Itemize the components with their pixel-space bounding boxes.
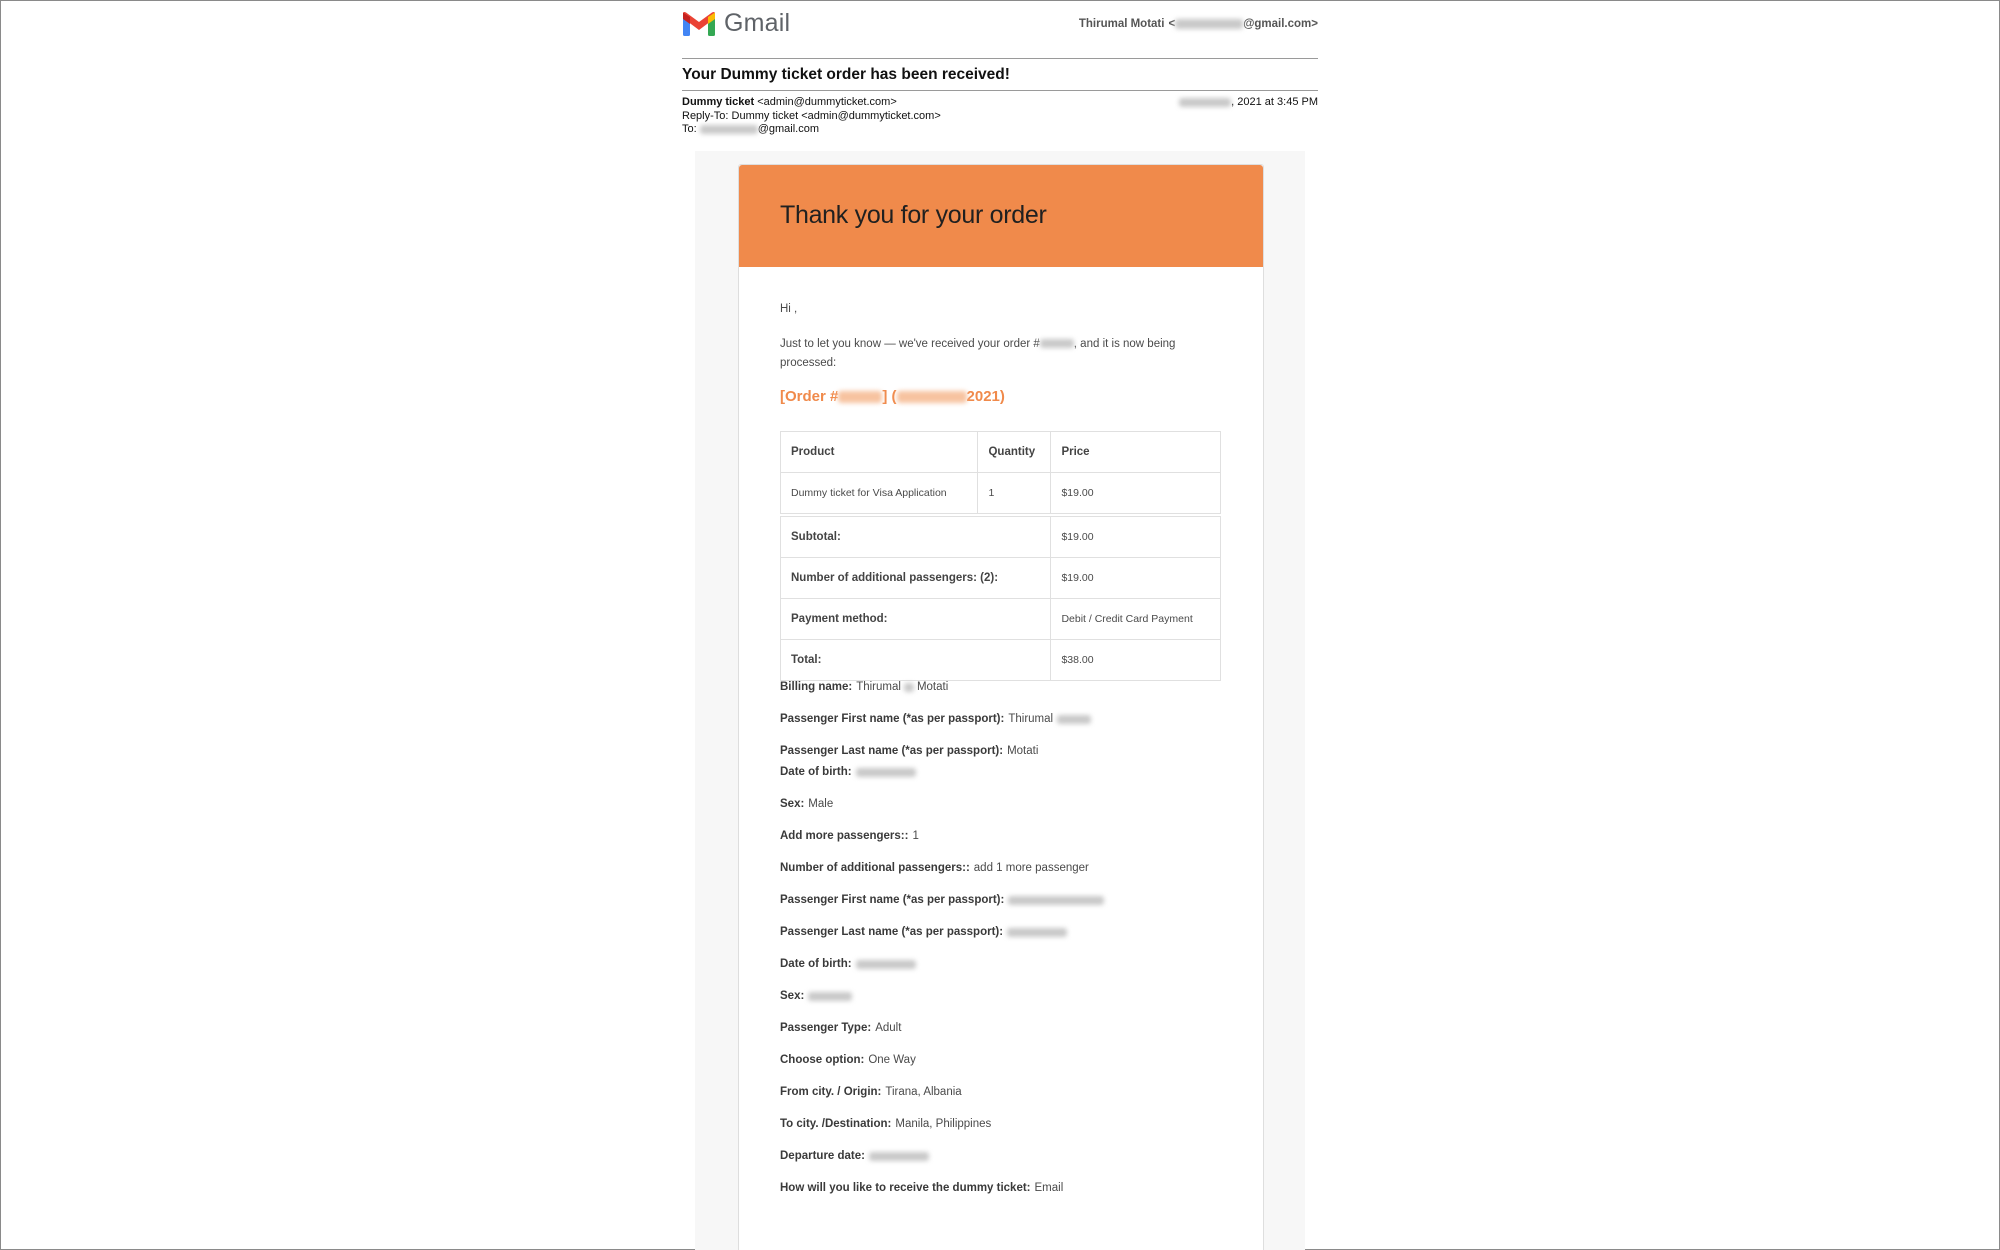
field-label: Date of birth: bbox=[780, 766, 852, 778]
field-passenger-first-name bbox=[780, 713, 1091, 725]
redacted-value bbox=[1057, 715, 1091, 724]
order-table bbox=[780, 431, 1221, 681]
field-label: Passenger Last name (*as per passport): bbox=[780, 926, 1004, 938]
account-open-bracket: < bbox=[1168, 18, 1176, 30]
item-price: $19.00 bbox=[1051, 473, 1221, 516]
field-billing-name bbox=[780, 681, 948, 693]
field-label: Departure date: bbox=[780, 1150, 865, 1162]
reply-to-value: Dummy ticket <admin@dummyticket.com> bbox=[731, 109, 941, 122]
field-value: Thirumal bbox=[1008, 713, 1054, 725]
field-value: Male bbox=[808, 798, 834, 810]
redacted-value bbox=[869, 1152, 929, 1161]
field-value: Manila, Philippines bbox=[895, 1118, 992, 1130]
email-card bbox=[738, 164, 1264, 1250]
reply-to-label: Reply-To: bbox=[682, 109, 729, 122]
intro-text bbox=[780, 335, 1210, 373]
to-suffix: @gmail.com bbox=[757, 123, 819, 135]
redacted-date bbox=[1179, 98, 1231, 107]
redacted-value bbox=[856, 960, 916, 969]
field-value: Thirumal bbox=[856, 681, 901, 693]
banner-title: Thank you for your order bbox=[780, 201, 1047, 229]
item-product: Dummy ticket for Visa Application bbox=[781, 473, 978, 516]
totals-row-subtotal bbox=[781, 515, 1221, 558]
totals-value: $19.00 bbox=[1051, 515, 1221, 558]
field-label: How will you like to receive the dummy ticket: bbox=[780, 1182, 1031, 1194]
totals-value: Debit / Credit Card Payment bbox=[1051, 599, 1221, 640]
field-destination-city bbox=[780, 1118, 991, 1130]
redacted-order-id bbox=[838, 391, 882, 403]
table-row bbox=[781, 473, 1221, 516]
intro-part-1: Just to let you know — we've received your order # bbox=[780, 338, 1040, 350]
redacted-email-local bbox=[1175, 19, 1243, 29]
to-line bbox=[682, 123, 1318, 137]
totals-row-payment-method bbox=[781, 599, 1221, 640]
date-suffix: , 2021 at 3:45 PM bbox=[1231, 96, 1318, 108]
field-value: Motati bbox=[1007, 745, 1039, 757]
col-header-price: Price bbox=[1051, 432, 1221, 473]
field-passenger-2-sex bbox=[780, 990, 852, 1002]
field-passenger-2-first-name bbox=[780, 894, 1104, 906]
account-info bbox=[1079, 18, 1318, 30]
from-address: <admin@dummyticket.com> bbox=[757, 96, 897, 108]
greeting: Hi , bbox=[780, 303, 798, 315]
field-value: add 1 more passenger bbox=[973, 862, 1089, 874]
field-label: Sex: bbox=[780, 798, 805, 810]
field-origin-city bbox=[780, 1086, 962, 1098]
field-label: Passenger Last name (*as per passport): bbox=[780, 745, 1004, 757]
item-quantity: 1 bbox=[978, 473, 1051, 516]
field-passenger-2-last-name bbox=[780, 926, 1067, 938]
totals-row-total bbox=[781, 640, 1221, 681]
from-name: Dummy ticket bbox=[682, 96, 755, 108]
field-passenger-type bbox=[780, 1022, 901, 1034]
redacted-to-local bbox=[700, 125, 758, 134]
account-email-suffix: @gmail.com> bbox=[1243, 18, 1318, 30]
redacted-order-number bbox=[1040, 339, 1074, 348]
totals-label: Payment method: bbox=[781, 599, 1051, 640]
totals-label: Subtotal: bbox=[781, 515, 1051, 558]
totals-label: Total: bbox=[781, 640, 1051, 681]
account-name: Thirumal Motati bbox=[1078, 18, 1165, 30]
totals-value: $19.00 bbox=[1051, 558, 1221, 599]
gmail-logo[interactable] bbox=[682, 9, 790, 38]
printed-email-page bbox=[682, 0, 1318, 1194]
field-label: Passenger First name (*as per passport): bbox=[780, 713, 1005, 725]
field-value-2: Motati bbox=[916, 681, 949, 693]
gmail-header bbox=[682, 0, 1318, 48]
col-header-product: Product bbox=[781, 432, 978, 473]
email-subject: Your Dummy ticket order has been received! bbox=[682, 66, 1010, 83]
order-heading-prefix: [Order # bbox=[780, 388, 839, 405]
email-meta bbox=[682, 91, 1318, 136]
order-heading bbox=[780, 388, 1005, 405]
field-label: From city. / Origin: bbox=[780, 1086, 882, 1098]
order-heading-mid: ] ( bbox=[882, 388, 897, 405]
field-sex bbox=[780, 798, 833, 810]
redacted-order-date bbox=[897, 391, 967, 403]
field-passenger-2-date-of-birth bbox=[780, 958, 916, 970]
to-label: To: bbox=[682, 123, 697, 135]
intro-part-2: , and it is now being processed: bbox=[780, 338, 1176, 369]
field-value: Email bbox=[1034, 1182, 1064, 1194]
email-body-wrapper bbox=[695, 151, 1305, 1250]
gmail-m-icon bbox=[682, 11, 716, 37]
field-add-more-passengers bbox=[780, 830, 919, 842]
col-header-quantity: Quantity bbox=[978, 432, 1051, 473]
field-label: Choose option: bbox=[780, 1054, 865, 1066]
redacted-value bbox=[808, 992, 852, 1001]
field-value: 1 bbox=[912, 830, 919, 842]
order-table-header-row bbox=[781, 432, 1221, 473]
field-value: Adult bbox=[875, 1022, 902, 1034]
field-value: Tirana, Albania bbox=[885, 1086, 962, 1098]
reply-to-line bbox=[682, 110, 1318, 124]
order-heading-suffix: 2021) bbox=[966, 388, 1005, 405]
field-value: One Way bbox=[868, 1054, 916, 1066]
field-label: Date of birth: bbox=[780, 958, 852, 970]
field-departure-date bbox=[780, 1150, 929, 1162]
redacted-middle-name bbox=[904, 683, 914, 692]
field-label: Passenger Type: bbox=[780, 1022, 872, 1034]
totals-label: Number of additional passengers: (2): bbox=[781, 558, 1051, 599]
field-delivery-method bbox=[780, 1182, 1063, 1194]
field-label: To city. /Destination: bbox=[780, 1118, 892, 1130]
order-banner bbox=[739, 165, 1263, 267]
field-label: Sex: bbox=[780, 990, 805, 1002]
gmail-wordmark: Gmail bbox=[724, 9, 791, 37]
field-passenger-last-name bbox=[780, 745, 1038, 757]
field-number-of-additional-passengers bbox=[780, 862, 1089, 874]
field-label: Add more passengers:: bbox=[780, 830, 909, 842]
field-choose-option bbox=[780, 1054, 916, 1066]
redacted-value bbox=[1008, 896, 1104, 905]
field-date-of-birth bbox=[780, 766, 916, 778]
field-label: Billing name: bbox=[780, 681, 853, 693]
field-label: Number of additional passengers:: bbox=[780, 862, 970, 874]
redacted-value bbox=[856, 768, 916, 777]
email-date bbox=[1179, 96, 1318, 110]
redacted-value bbox=[1007, 928, 1067, 937]
totals-value: $38.00 bbox=[1051, 640, 1221, 681]
field-label: Passenger First name (*as per passport): bbox=[780, 894, 1005, 906]
totals-row-additional-passengers bbox=[781, 558, 1221, 599]
